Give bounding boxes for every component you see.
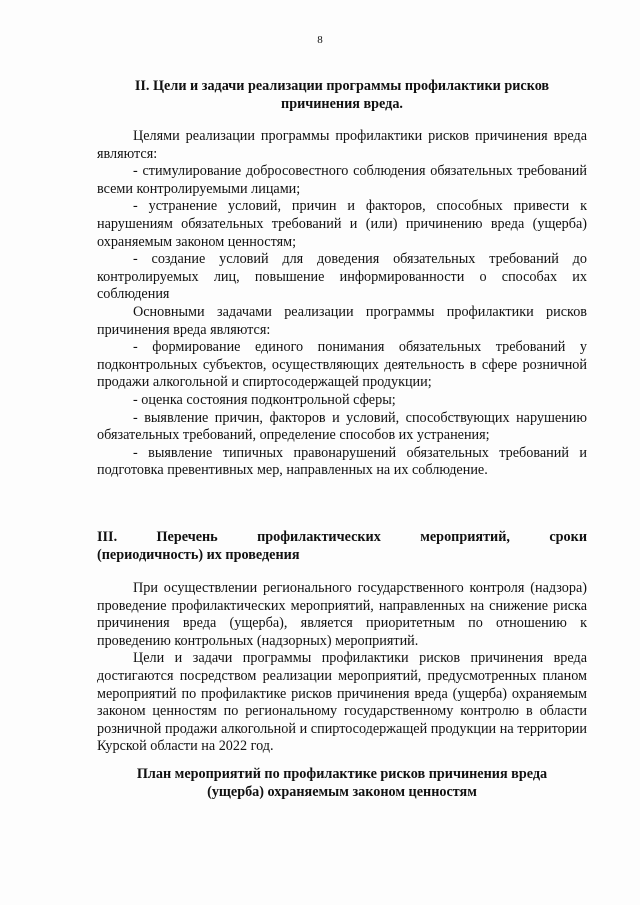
section-3-body bbox=[97, 580, 587, 756]
plan-heading: План мероприятий по профилактике рисков причинения вреда (ущерба) охраняемым законом ценностям bbox=[136, 766, 548, 800]
list-item: - стимулирование добросовестного соблюдения обязательных требований всеми контролируемыми лицами; bbox=[97, 163, 587, 197]
list-item: - выявление причин, факторов и условий, способствующих нарушению обязательных требований, определение способов их устранения; bbox=[97, 409, 587, 444]
section-3-heading-line-2: (периодичность) их проведения bbox=[97, 546, 300, 563]
section-3-heading bbox=[97, 529, 587, 564]
paragraph: Основными задачами реализации программы профилактики рисков причинения вреда являются: bbox=[97, 303, 587, 338]
paragraph: Цели и задачи программы профилактики рисков причинения вреда достигаются посредством реализации мероприятий, предусмотренных планом мероприятий по профилактике рисков причинения вреда (ущерба) охраняемым законом ценностям по региональному государственному контролю в области розничной продажи алкогольной и спиртосодержащей продукции на территории Курской области на 2022 год. bbox=[97, 650, 587, 755]
list-item: - формирование единого понимания обязательных требований у подконтрольных субъектов, осуществляющих деятельность в сфере розничной продажи алкогольной и спиртосодержащей продукции; bbox=[97, 339, 587, 391]
page-number: 8 bbox=[317, 34, 323, 46]
list-item: - выявление типичных правонарушений обязательных требований и подготовка превентивных мер, направленных на их соблюдение. bbox=[97, 444, 587, 479]
section-2-heading: II. Цели и задачи реализации программы профилактики рисков причинения вреда. bbox=[134, 78, 550, 112]
list-item: - создание условий для доведения обязательных требований до контролируемых лиц, повышение информированности о способах их соблюдения bbox=[97, 251, 587, 303]
paragraph: При осуществлении регионального государственного контроля (надзора) проведение профилактических мероприятий, направленных на снижение риска причинения вреда (ущерба), является приоритетным по отношению к проведению контрольных (надзорных) мероприятий. bbox=[97, 580, 587, 649]
section-2-body bbox=[97, 128, 587, 480]
list-item: - устранение условий, причин и факторов, способных привести к нарушениям обязательных требований и (или) причинению вреда (ущерба) охраняемым законом ценностям; bbox=[97, 198, 587, 250]
list-item: - оценка состояния подконтрольной сферы; bbox=[133, 391, 396, 408]
section-3-heading-line-1: III. Перечень профилактических мероприятий, сроки bbox=[97, 529, 587, 545]
paragraph: Целями реализации программы профилактики рисков причинения вреда являются: bbox=[97, 128, 587, 162]
